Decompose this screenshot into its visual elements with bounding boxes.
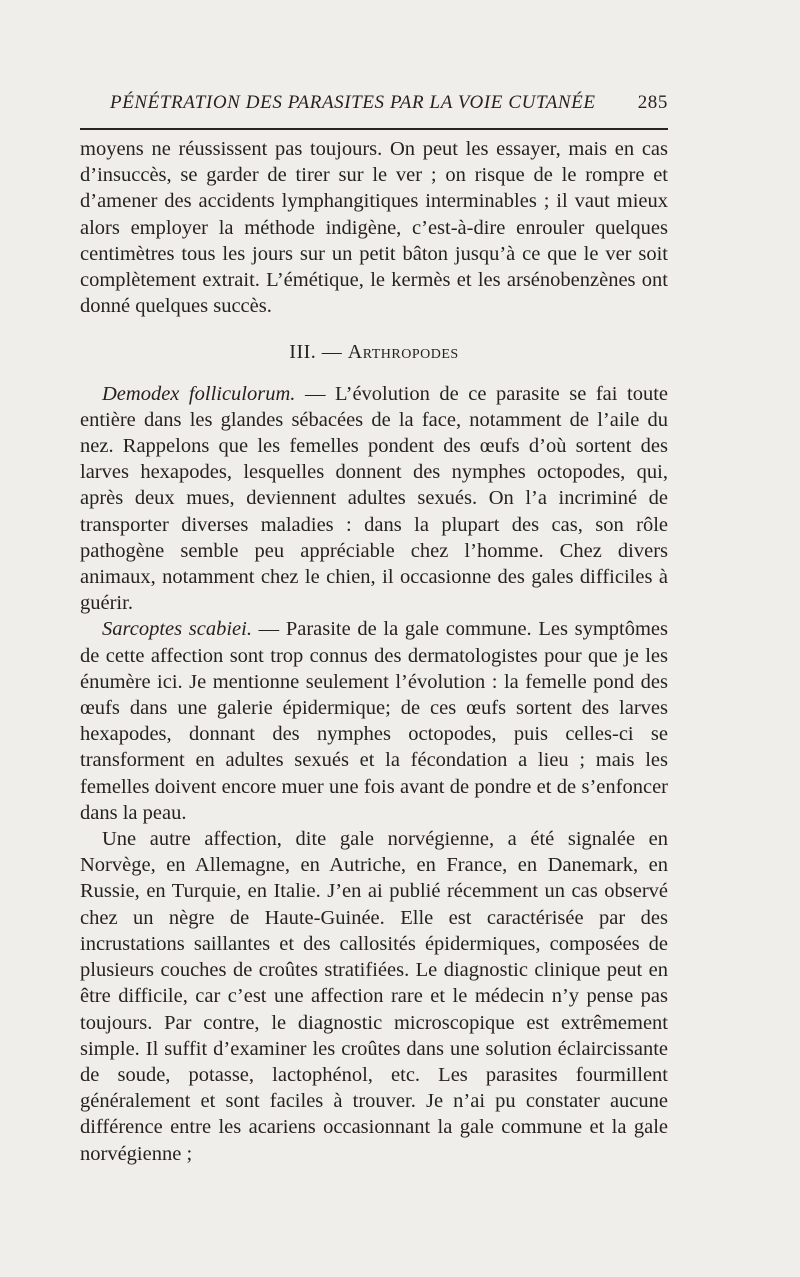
paragraph-text: — Parasite de la gale commune. Les symptômes de cette affection sont trop connus des dermatologistes pour que je les énumère ici. Je mentionne seulement l’évolution : la femelle pond des œufs dans une galerie épidermique; de ces œufs sortent des larves hexapodes, donnant des nymphes octopodes, puis celles-ci se transforment en adultes sexués et la fécondation a lieu ; mais les femelles doivent encore muer une fois avant de pondre et de s’enfoncer dans la peau. bbox=[80, 618, 669, 824]
running-title: PÉNÉTRATION DES PARASITES PAR LA VOIE CUTANÉE bbox=[110, 92, 596, 113]
section-title: Arthropodes bbox=[347, 341, 459, 364]
paragraph: moyens ne réussissent pas toujours. On peut les essayer, mais en cas d’insuccès, se garder de tirer sur le ver ; on risque de le rompre et d’amener des accidents lymphangitiques interminables ; il vaut mieux alors employer la méthode indigène, c’est-à-dire enrouler quelques centimètres tous les jours sur un petit bâton jusqu’à ce que le ver soit complètement extrait. L’émétique, le kermès et les arsénobenzènes ont donné quelques succès. bbox=[80, 138, 668, 318]
species-name: Sarcoptes scabiei. bbox=[102, 618, 252, 641]
header-rule bbox=[80, 128, 668, 130]
body-text bbox=[80, 136, 668, 1167]
paragraph-sarcoptes bbox=[80, 616, 668, 826]
section-dash: — bbox=[321, 341, 343, 364]
paragraph-text: — L’évolution de ce parasite se fai toute entière dans les glandes sébacées de la face, notamment de l’aile du nez. Rappelons que les femelles pondent des œufs d’où sortent des larves hexapodes, lesquelles donnent des nymphes octopodes, qui, après deux mues, deviennent adultes sexués. On l’a incriminé de transporter diverses maladies : dans la plupart des cas, son rôle pathogène semble peu appréciable chez l’homme. Chez divers animaux, notamment chez le chien, il occasionne des gales difficiles à guérir. bbox=[80, 382, 668, 615]
page-number: 285 bbox=[637, 92, 668, 113]
running-header bbox=[80, 82, 668, 122]
paragraph-demodex bbox=[80, 381, 668, 617]
paragraph-gale-norvegienne: Une autre affection, dite gale norvégienne, a été signalée en Norvège, en Allemagne, en Autriche, en France, en Danemark, en Russie, en Turquie, en Italie. J’en ai publié récemment un cas observé chez un nègre de Haute-Guinée. Elle est caractérisée par des incrustations saillantes et des callosités épidermiques, composées de plusieurs couches de croûtes stratifiées. Le diagnostic clinique peut en être difficile, car c’est une affection rare et le médecin n’y pense pas toujours. Par contre, le diagnostic microscopique est extrêmement simple. Il suffit d’examiner les croûtes dans une solution éclaircissante de soude, potasse, lactophénol, etc. Les parasites fourmillent généralement et sont faciles à trouver. Je n’ai pu constater aucune différence entre les acariens occasionnant la gale commune et la gale norvégienne ; bbox=[80, 828, 668, 1165]
section-heading bbox=[80, 339, 668, 365]
species-name: Demodex folliculorum. bbox=[102, 382, 296, 405]
section-numeral: III. bbox=[289, 341, 317, 364]
